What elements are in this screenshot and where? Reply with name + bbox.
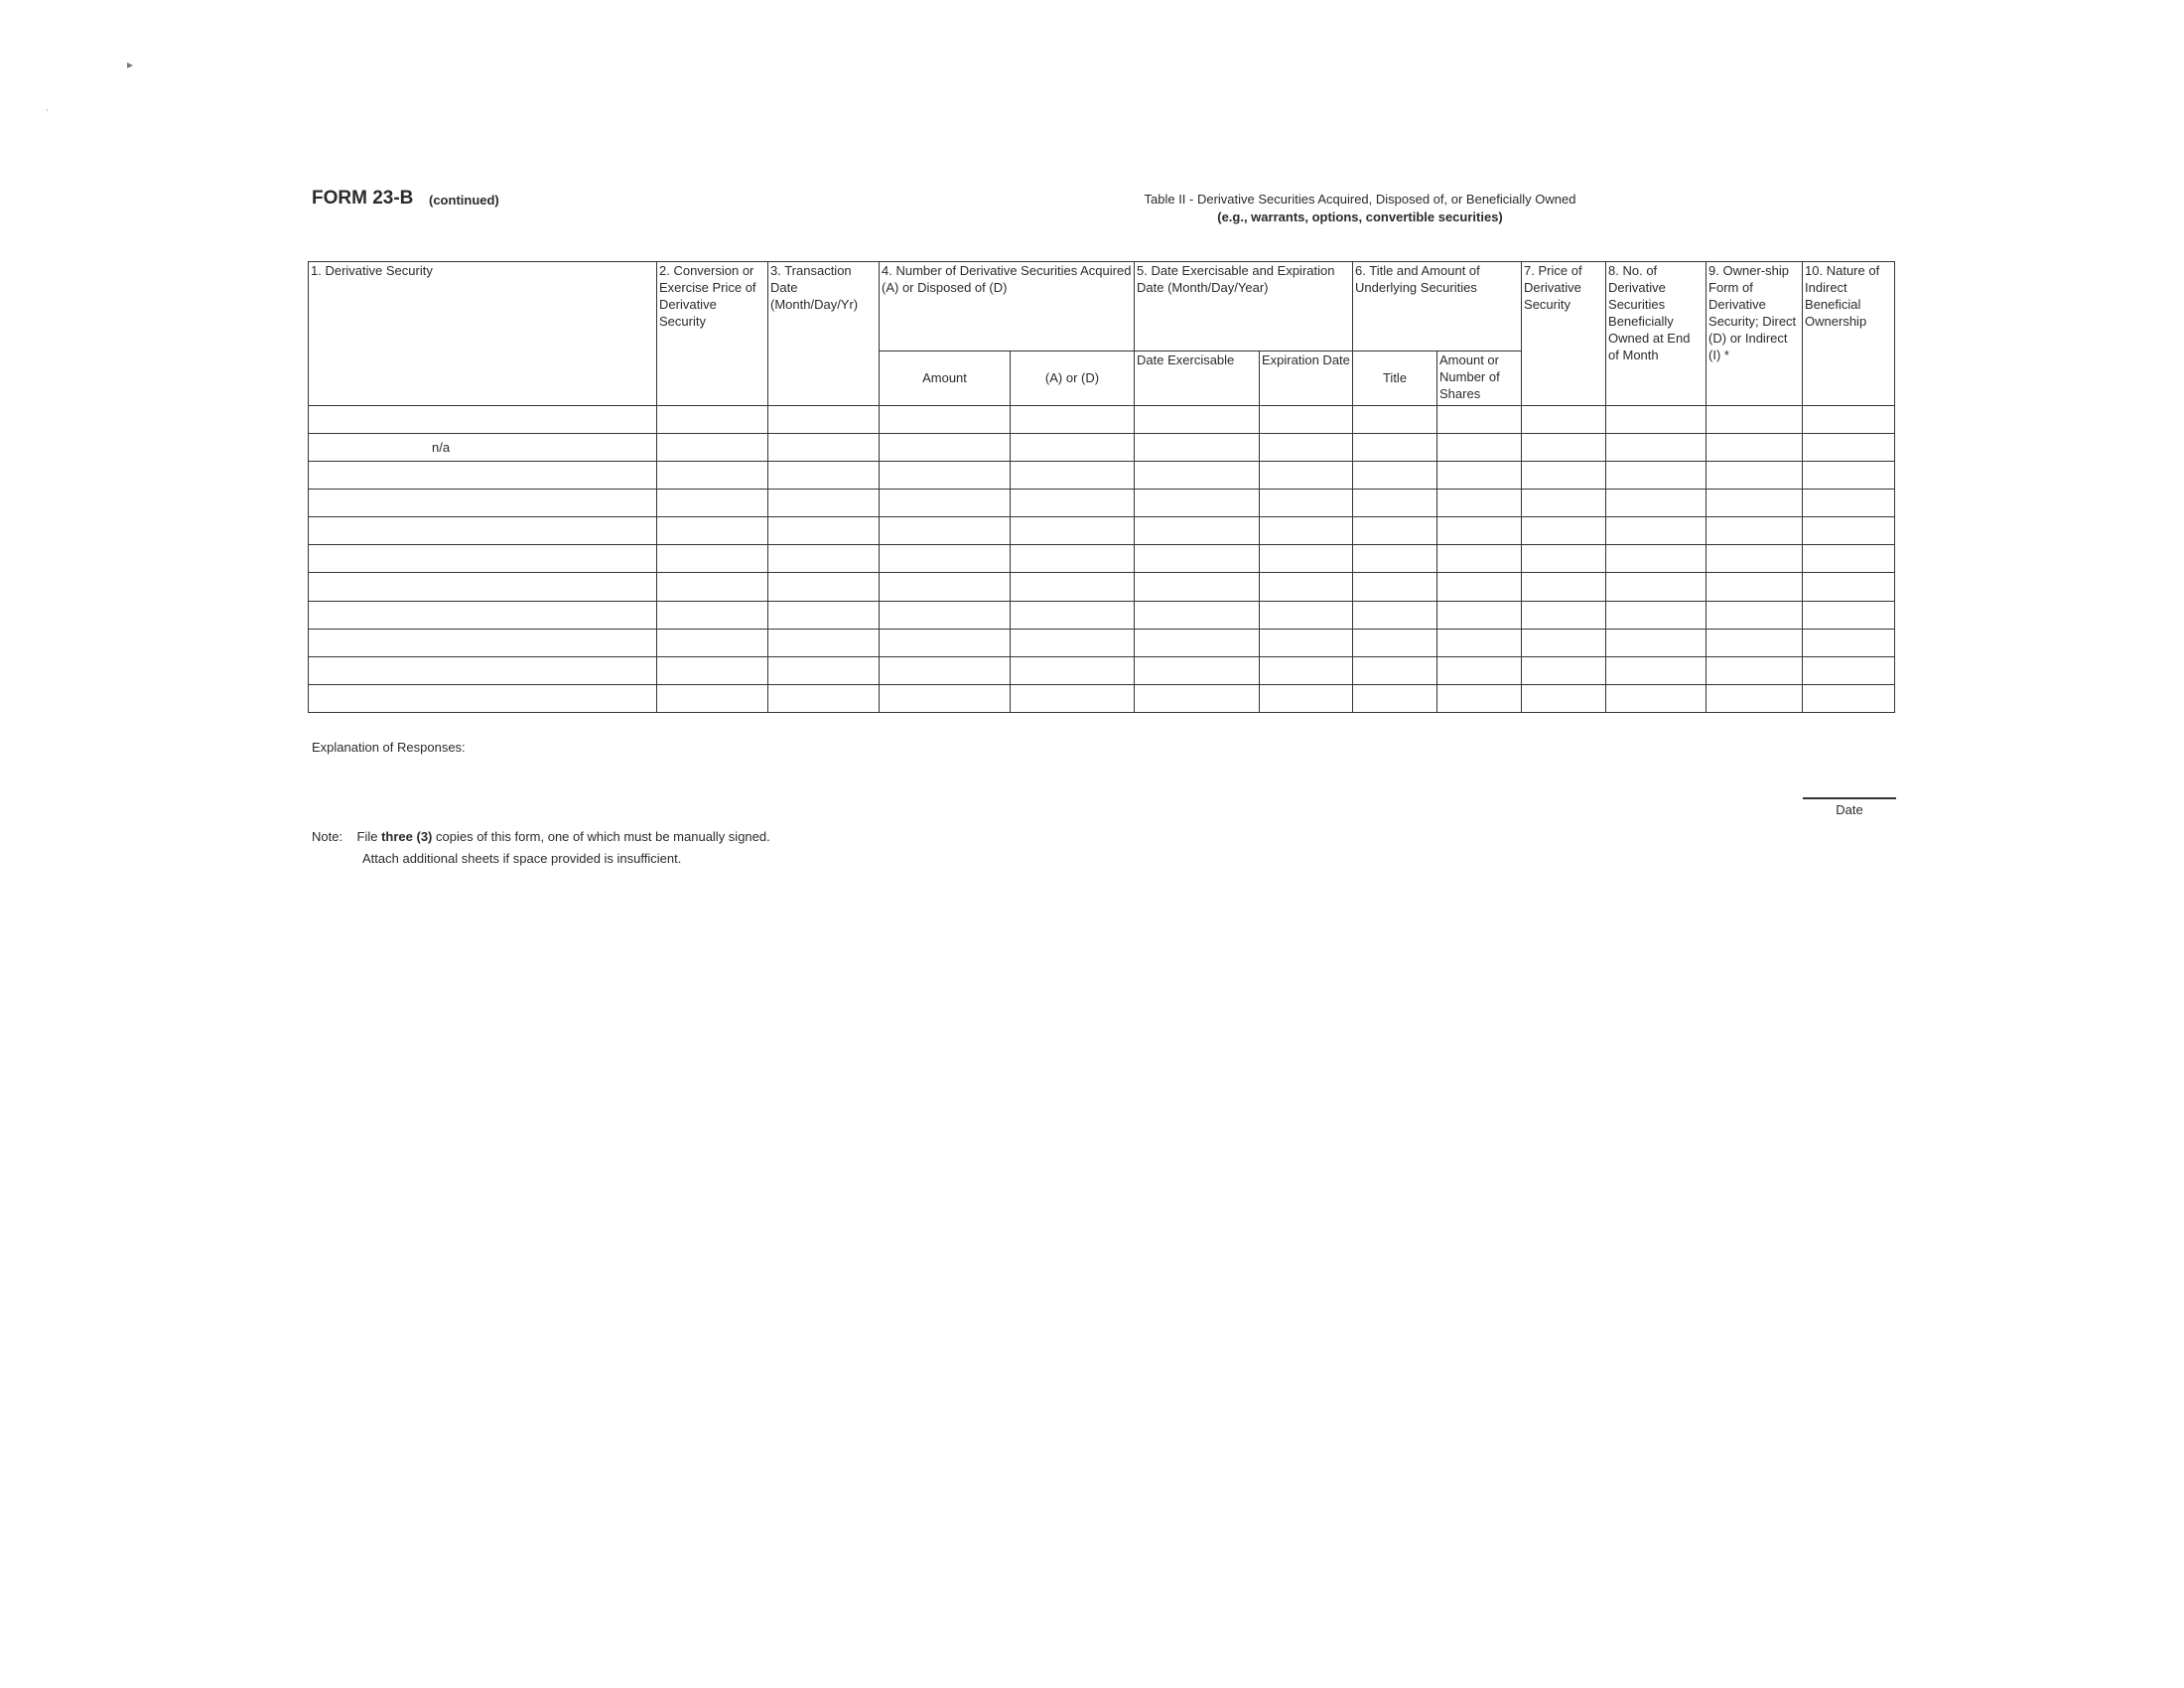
table-cell[interactable] <box>1260 656 1353 684</box>
col-conversion-price: 2. Conversion or Exercise Price of Derivative Security <box>657 262 768 406</box>
col-transaction-date: 3. Transaction Date (Month/Day/Yr) <box>768 262 880 406</box>
table-cell[interactable] <box>1606 545 1706 573</box>
table-cell[interactable] <box>1437 405 1522 433</box>
table-title: Table II - Derivative Securities Acquired, Disposed of, or Beneficially Owned <box>1144 192 1576 207</box>
table-cell[interactable] <box>768 433 880 461</box>
table-cell[interactable] <box>1260 405 1353 433</box>
table-cell[interactable] <box>1353 629 1437 656</box>
table-cell[interactable] <box>1706 433 1803 461</box>
table-cell[interactable] <box>1522 461 1606 489</box>
table-cell[interactable] <box>1706 656 1803 684</box>
security-cell[interactable] <box>309 545 657 573</box>
table-cell[interactable] <box>1437 545 1522 573</box>
col-ownership-form: 9. Owner-ship Form of Derivative Security; Direct (D) or Indirect (I) * <box>1706 262 1803 406</box>
table-cell[interactable] <box>1353 461 1437 489</box>
table-row <box>309 490 1895 517</box>
table-cell[interactable] <box>1011 517 1135 545</box>
table-cell[interactable] <box>1135 656 1260 684</box>
table-cell[interactable] <box>1353 433 1437 461</box>
table-cell[interactable] <box>1437 601 1522 629</box>
table-cell[interactable] <box>1706 405 1803 433</box>
table-cell[interactable] <box>1706 545 1803 573</box>
table-cell[interactable] <box>880 517 1011 545</box>
table-cell[interactable] <box>1135 433 1260 461</box>
table-cell[interactable] <box>1522 545 1606 573</box>
col-a-or-d: (A) or (D) <box>1011 351 1135 405</box>
form-continued: (continued) <box>429 193 499 208</box>
table-cell[interactable] <box>880 461 1011 489</box>
table-cell[interactable] <box>657 656 768 684</box>
col-derivative-security: 1. Derivative Security <box>309 262 657 406</box>
table-cell[interactable] <box>1803 573 1895 601</box>
table-cell[interactable] <box>1135 490 1260 517</box>
table-cell[interactable] <box>1606 684 1706 712</box>
table-cell[interactable] <box>768 656 880 684</box>
table-cell[interactable] <box>1011 601 1135 629</box>
table-cell[interactable] <box>1522 573 1606 601</box>
table-cell[interactable] <box>768 601 880 629</box>
table-cell[interactable] <box>1606 461 1706 489</box>
col-number-acquired-disposed: 4. Number of Derivative Securities Acquired (A) or Disposed of (D) <box>880 262 1135 352</box>
table-cell[interactable] <box>657 405 768 433</box>
table-cell[interactable] <box>657 433 768 461</box>
security-cell[interactable] <box>309 490 657 517</box>
table-cell[interactable] <box>880 545 1011 573</box>
table-cell[interactable] <box>1706 490 1803 517</box>
table-cell[interactable] <box>1803 601 1895 629</box>
security-cell[interactable] <box>309 629 657 656</box>
table-cell[interactable] <box>768 629 880 656</box>
note-line2: Attach additional sheets if space provided is insufficient. <box>362 851 682 866</box>
table-cell[interactable] <box>1706 684 1803 712</box>
security-cell[interactable] <box>309 656 657 684</box>
table-cell[interactable] <box>1522 433 1606 461</box>
table-cell[interactable] <box>1260 490 1353 517</box>
table-cell[interactable] <box>768 517 880 545</box>
note-text-b: copies of this form, one of which must be manually signed. <box>432 829 770 844</box>
table-cell[interactable] <box>768 405 880 433</box>
table-cell[interactable] <box>1706 629 1803 656</box>
table-cell[interactable] <box>1011 656 1135 684</box>
table-cell[interactable] <box>1803 629 1895 656</box>
table-cell[interactable] <box>657 490 768 517</box>
note-block <box>312 826 770 870</box>
table-cell[interactable] <box>1522 601 1606 629</box>
table-cell[interactable] <box>1011 684 1135 712</box>
table-cell[interactable] <box>1011 629 1135 656</box>
table-cell[interactable] <box>1011 433 1135 461</box>
table-cell[interactable] <box>1803 433 1895 461</box>
table-cell[interactable] <box>657 545 768 573</box>
table-cell[interactable] <box>880 684 1011 712</box>
table-cell[interactable] <box>1353 656 1437 684</box>
table-cell[interactable] <box>1522 490 1606 517</box>
table-cell[interactable] <box>1353 545 1437 573</box>
table-cell[interactable] <box>1706 601 1803 629</box>
table-cell[interactable] <box>1260 601 1353 629</box>
table-cell[interactable] <box>1803 545 1895 573</box>
table-cell[interactable] <box>1135 545 1260 573</box>
security-cell[interactable] <box>309 601 657 629</box>
table-cell[interactable] <box>1353 517 1437 545</box>
table-cell[interactable] <box>1437 461 1522 489</box>
col-expiration-date: Expiration Date <box>1260 351 1353 405</box>
table-cell[interactable] <box>880 629 1011 656</box>
table-cell[interactable] <box>1135 629 1260 656</box>
table-cell[interactable] <box>1803 461 1895 489</box>
table-cell[interactable] <box>880 601 1011 629</box>
table-cell[interactable] <box>657 517 768 545</box>
table-cell[interactable] <box>657 601 768 629</box>
table-cell[interactable] <box>1260 573 1353 601</box>
table-cell[interactable] <box>1522 684 1606 712</box>
table-cell[interactable] <box>1260 517 1353 545</box>
table-row <box>309 461 1895 489</box>
table-cell[interactable] <box>1011 545 1135 573</box>
table-row <box>309 629 1895 656</box>
table-cell[interactable] <box>657 629 768 656</box>
table-row <box>309 601 1895 629</box>
col-date-exercisable-expiration: 5. Date Exercisable and Expiration Date (Month/Day/Year) <box>1135 262 1353 352</box>
note-text-a: File <box>356 829 382 844</box>
table-row <box>309 573 1895 601</box>
table-cell[interactable] <box>1135 684 1260 712</box>
table-cell[interactable] <box>1135 461 1260 489</box>
table-cell[interactable] <box>1606 433 1706 461</box>
table-cell[interactable] <box>1135 573 1260 601</box>
table-cell[interactable] <box>1353 405 1437 433</box>
table-cell[interactable] <box>1522 405 1606 433</box>
security-cell[interactable] <box>309 573 657 601</box>
derivative-securities-table <box>308 261 1895 713</box>
table-cell[interactable] <box>1606 517 1706 545</box>
table-cell[interactable] <box>1606 656 1706 684</box>
table-title-block <box>844 191 1876 226</box>
date-signature-line[interactable] <box>1803 797 1896 799</box>
table-cell[interactable] <box>1803 684 1895 712</box>
table-row <box>309 656 1895 684</box>
col-underlying-securities: 6. Title and Amount of Underlying Securities <box>1353 262 1522 352</box>
table-cell[interactable] <box>1135 405 1260 433</box>
table-cell[interactable] <box>1260 545 1353 573</box>
table-cell[interactable] <box>1260 461 1353 489</box>
col-amount: Amount <box>880 351 1011 405</box>
scan-artifact: ˙ <box>46 107 50 121</box>
table-row <box>309 684 1895 712</box>
table-cell[interactable] <box>768 461 880 489</box>
table-cell[interactable] <box>1011 573 1135 601</box>
col-price: 7. Price of Derivative Security <box>1522 262 1606 406</box>
table-cell[interactable] <box>1260 629 1353 656</box>
table-cell[interactable] <box>1260 684 1353 712</box>
col-nature-indirect: 10. Nature of Indirect Beneficial Ownership <box>1803 262 1895 406</box>
table-cell[interactable] <box>1353 573 1437 601</box>
table-cell[interactable] <box>657 573 768 601</box>
table-cell[interactable] <box>1437 684 1522 712</box>
table-cell[interactable] <box>657 461 768 489</box>
table-row <box>309 405 1895 433</box>
security-cell[interactable] <box>309 405 657 433</box>
table-cell[interactable] <box>880 433 1011 461</box>
table-cell[interactable] <box>768 490 880 517</box>
note-prefix: Note: <box>312 829 343 844</box>
scan-artifact: ▸ <box>127 58 134 71</box>
table-cell[interactable] <box>1011 490 1135 517</box>
table-cell[interactable] <box>1606 405 1706 433</box>
table-cell[interactable] <box>768 545 880 573</box>
table-cell[interactable] <box>1706 517 1803 545</box>
col-amount-shares: Amount or Number of Shares <box>1437 351 1522 405</box>
table-cell[interactable] <box>1706 573 1803 601</box>
security-cell[interactable] <box>309 517 657 545</box>
table-cell[interactable] <box>1135 517 1260 545</box>
table-cell[interactable] <box>1606 601 1706 629</box>
table-cell[interactable] <box>1706 461 1803 489</box>
table-cell[interactable] <box>1135 601 1260 629</box>
security-cell[interactable]: n/a <box>309 433 657 461</box>
table-cell[interactable] <box>1353 490 1437 517</box>
table-cell[interactable] <box>1803 517 1895 545</box>
table-cell[interactable] <box>1353 601 1437 629</box>
table-row <box>309 517 1895 545</box>
form-title: FORM 23-B <box>312 188 414 209</box>
table-cell[interactable] <box>880 656 1011 684</box>
table-row <box>309 433 1895 461</box>
date-label: Date <box>1836 802 1863 817</box>
table-row <box>309 545 1895 573</box>
table-cell[interactable] <box>1606 573 1706 601</box>
security-cell[interactable] <box>309 461 657 489</box>
table-subtitle: (e.g., warrants, options, convertible securities) <box>1217 210 1503 224</box>
table-cell[interactable] <box>880 490 1011 517</box>
table-cell[interactable] <box>1606 490 1706 517</box>
table-cell[interactable] <box>768 573 880 601</box>
table-cell[interactable] <box>1803 490 1895 517</box>
col-date-exercisable: Date Exercisable <box>1135 351 1260 405</box>
table-cell[interactable] <box>1437 629 1522 656</box>
col-title: Title <box>1353 351 1437 405</box>
table-cell[interactable] <box>1606 629 1706 656</box>
table-cell[interactable] <box>1260 433 1353 461</box>
table-cell[interactable] <box>1803 656 1895 684</box>
table-cell[interactable] <box>1437 490 1522 517</box>
explanation-label: Explanation of Responses: <box>312 740 466 755</box>
table-cell[interactable] <box>1437 656 1522 684</box>
note-text-bold: three (3) <box>381 829 433 844</box>
security-cell[interactable] <box>309 684 657 712</box>
table-cell[interactable] <box>1803 405 1895 433</box>
table-cell[interactable] <box>768 684 880 712</box>
col-beneficially-owned: 8. No. of Derivative Securities Beneficially Owned at End of Month <box>1606 262 1706 406</box>
table-cell[interactable] <box>657 684 768 712</box>
table-cell[interactable] <box>1011 405 1135 433</box>
table-cell[interactable] <box>1353 684 1437 712</box>
table-cell[interactable] <box>1011 461 1135 489</box>
table-cell[interactable] <box>880 405 1011 433</box>
table-cell[interactable] <box>880 573 1011 601</box>
table-cell[interactable] <box>1522 629 1606 656</box>
table-cell[interactable] <box>1437 433 1522 461</box>
table-cell[interactable] <box>1522 517 1606 545</box>
table-cell[interactable] <box>1437 573 1522 601</box>
table-cell[interactable] <box>1522 656 1606 684</box>
table-cell[interactable] <box>1437 517 1522 545</box>
